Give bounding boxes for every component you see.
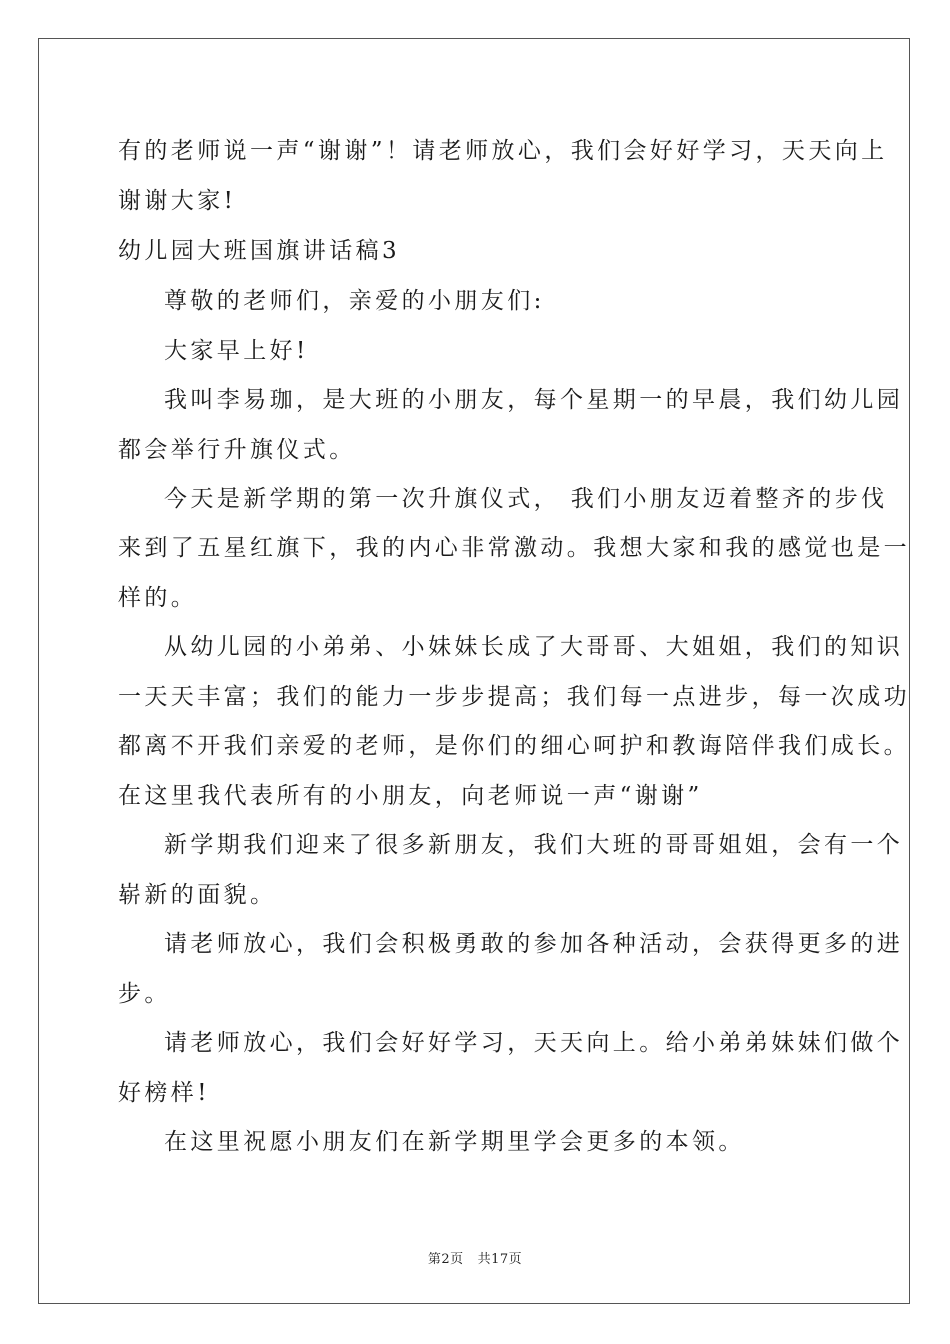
text-line: 大家早上好! xyxy=(164,338,309,364)
text-line: 我叫李易珈，是大班的小朋友，每个星期一的早晨，我们幼儿园 xyxy=(164,387,904,413)
text-line: 崭新的面貌。 xyxy=(118,882,277,908)
text-line: 请老师放心，我们会好好学习，天天向上。给小弟弟妹妹们做个 xyxy=(164,1030,904,1056)
text-line: 步。 xyxy=(118,981,171,1007)
page-total: 共17页 xyxy=(477,1252,523,1267)
text-line: 谢谢大家! xyxy=(118,188,237,214)
text-line: 一天天丰富；我们的能力一步步提高；我们每一点进步，每一次成功 xyxy=(118,684,910,710)
page-border xyxy=(38,38,910,1304)
page-footer xyxy=(0,1248,950,1267)
section-heading: 幼儿园大班国旗讲话稿3 xyxy=(118,238,401,264)
text-line: 新学期我们迎来了很多新朋友，我们大班的哥哥姐姐，会有一个 xyxy=(164,832,904,858)
text-line: 都离不开我们亲爱的老师，是你们的细心呵护和教诲陪伴我们成长。 xyxy=(118,733,910,759)
text-line: 在这里祝愿小朋友们在新学期里学会更多的本领。 xyxy=(164,1129,745,1155)
text-line: 样的。 xyxy=(118,585,198,611)
text-line: 有的老师说一声“谢谢”！请老师放心，我们会好好学习，天天向上 xyxy=(118,138,888,164)
page-number: 第2页 xyxy=(427,1252,464,1267)
text-line: 好榜样! xyxy=(118,1080,210,1106)
text-line: 尊敬的老师们，亲爱的小朋友们: xyxy=(164,288,545,314)
text-line: 在这里我代表所有的小朋友，向老师说一声“谢谢” xyxy=(118,783,703,809)
text-line: 来到了五星红旗下，我的内心非常激动。我想大家和我的感觉也是一 xyxy=(118,535,910,561)
text-line: 今天是新学期的第一次升旗仪式， 我们小朋友迈着整齐的步伐 xyxy=(164,486,888,512)
text-line: 都会举行升旗仪式。 xyxy=(118,437,356,463)
text-line: 请老师放心，我们会积极勇敢的参加各种活动，会获得更多的进 xyxy=(164,931,904,957)
text-line: 从幼儿园的小弟弟、小妹妹长成了大哥哥、大姐姐，我们的知识 xyxy=(164,634,904,660)
